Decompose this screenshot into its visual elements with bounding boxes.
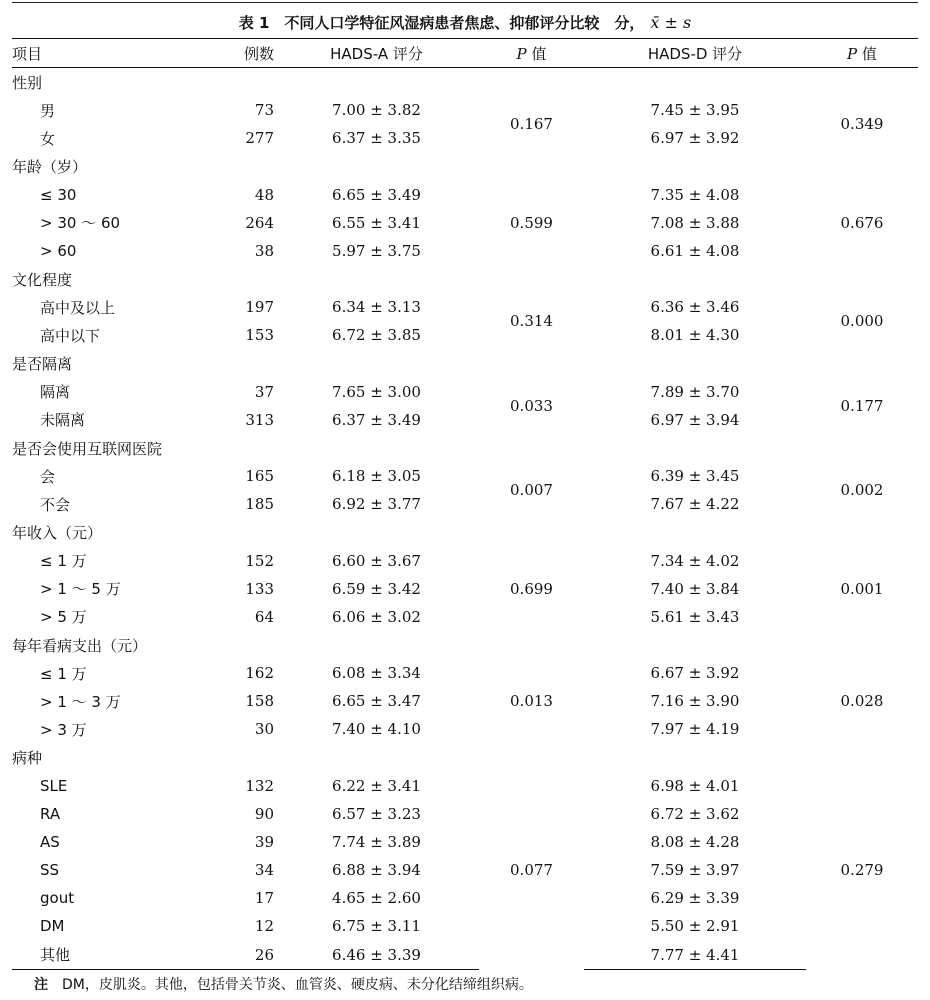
table-row <box>12 575 918 603</box>
row-name: > 5 万 <box>40 608 87 627</box>
header-item: 项目 <box>12 44 43 63</box>
row-hads-a: 6.46 ± 3.39 <box>274 941 479 970</box>
row-name: RA <box>40 804 61 823</box>
table-row <box>12 912 918 940</box>
row-count: 34 <box>254 861 274 880</box>
p-value-a: 0.167 <box>510 115 553 134</box>
table-caption <box>0 12 930 33</box>
row-hads-d: 7.59 ± 3.97 <box>650 861 740 880</box>
p-value-a: 0.599 <box>510 213 553 232</box>
header-n: 例数 <box>243 44 274 63</box>
row-hads-a: 6.22 ± 3.41 <box>332 776 421 795</box>
row-hads-a: 7.00 ± 3.82 <box>332 101 421 120</box>
row-hads-d: 5.61 ± 3.43 <box>650 607 740 626</box>
caption-stat: x̄ ± s <box>650 13 692 32</box>
header-hads-d: HADS-D 评分 <box>647 44 743 63</box>
table-row <box>12 181 918 209</box>
row-count: 64 <box>254 607 274 626</box>
row-name: ≤ 1 万 <box>40 552 87 571</box>
p-value-a: 0.033 <box>510 396 553 415</box>
row-name: ≤ 30 <box>40 185 77 204</box>
p-value-d: 0.001 <box>840 579 884 598</box>
row-hads-d: 7.34 ± 4.02 <box>650 551 740 570</box>
note-text: DM，皮肌炎。其他，包括骨关节炎、血管炎、硬皮病、未分化结缔组织病。 <box>62 977 533 993</box>
row-count: 39 <box>254 833 274 851</box>
row-hads-a: 6.34 ± 3.13 <box>332 298 421 317</box>
table-row <box>12 547 918 575</box>
row-count: 38 <box>254 242 274 261</box>
row-name: > 30 ～ 60 <box>40 214 121 233</box>
header-p-a <box>479 39 584 68</box>
row-name: 其他 <box>12 941 212 970</box>
table-row <box>12 96 918 124</box>
row-hads-a: 6.92 ± 3.77 <box>332 495 421 514</box>
table-row <box>12 856 918 884</box>
row-hads-d: 7.67 ± 4.22 <box>650 495 740 514</box>
row-count: 133 <box>245 579 274 598</box>
p-value-a: 0.314 <box>510 312 553 331</box>
row-hads-a: 6.08 ± 3.34 <box>332 664 421 683</box>
table-row <box>12 237 918 265</box>
row-count: 12 <box>254 917 274 936</box>
row-name: > 60 <box>40 242 77 261</box>
group-label: 文化程度 <box>12 270 73 289</box>
row-hads-d: 6.39 ± 3.45 <box>650 467 740 486</box>
data-table <box>12 38 918 970</box>
row-name: AS <box>40 833 60 851</box>
table-row <box>12 772 918 800</box>
row-count: 264 <box>245 213 274 232</box>
p-value-d: 0.177 <box>840 396 884 415</box>
header-row <box>12 39 918 68</box>
row-hads-a: 6.65 ± 3.47 <box>332 692 421 711</box>
caption-title: 表 1 不同人口学特征风湿病患者焦虑、抑郁评分比较 分， <box>238 14 645 32</box>
header-p-d-symbol: P <box>847 44 858 63</box>
row-count: 197 <box>245 298 274 317</box>
row-hads-d: 7.40 ± 3.84 <box>650 579 740 598</box>
group-row <box>12 434 918 462</box>
table-row <box>12 462 918 490</box>
row-name: SS <box>40 861 60 880</box>
table-row <box>12 209 918 237</box>
header-hads-a: HADS-A 评分 <box>330 44 423 63</box>
row-name: SLE <box>40 776 68 795</box>
row-hads-d: 7.45 ± 3.95 <box>650 101 740 120</box>
row-count: 185 <box>245 495 274 514</box>
row-count: 37 <box>254 382 274 401</box>
table-row <box>12 378 918 406</box>
row-name: > 1 ～ 3 万 <box>40 692 121 711</box>
row-hads-a: 6.55 ± 3.41 <box>332 213 421 232</box>
table-row <box>12 124 918 152</box>
row-hads-a: 6.75 ± 3.11 <box>332 917 421 936</box>
row-name: 女 <box>40 129 56 148</box>
p-value-d: 0.279 <box>840 861 884 880</box>
table-row <box>12 941 918 970</box>
header-p-d <box>806 39 918 68</box>
group-row <box>12 631 918 659</box>
row-name: 会 <box>40 467 56 486</box>
row-hads-d: 6.98 ± 4.01 <box>650 776 740 795</box>
row-count: 132 <box>245 776 274 795</box>
row-hads-a: 7.65 ± 3.00 <box>332 382 421 401</box>
row-hads-d: 7.08 ± 3.88 <box>650 213 740 232</box>
row-hads-d: 6.97 ± 3.92 <box>650 129 740 148</box>
row-hads-a: 6.37 ± 3.49 <box>332 410 421 429</box>
header-p-d-label: 值 <box>861 44 877 63</box>
group-row <box>12 153 918 181</box>
row-hads-d: 6.61 ± 4.08 <box>650 242 740 261</box>
row-count: 17 <box>254 889 274 908</box>
row-hads-a: 7.40 ± 4.10 <box>332 720 421 739</box>
row-hads-a: 4.65 ± 2.60 <box>332 889 421 908</box>
table-row <box>12 293 918 321</box>
row-hads-a: 5.97 ± 3.75 <box>332 242 421 261</box>
table-row <box>12 603 918 631</box>
table-row <box>12 828 918 856</box>
row-count: 158 <box>245 692 274 711</box>
row-name: 未隔离 <box>40 411 86 430</box>
row-name: 高中及以上 <box>40 298 116 317</box>
table-note <box>34 974 533 994</box>
row-name: 隔离 <box>40 383 71 402</box>
table-row <box>12 715 918 743</box>
row-hads-a: 7.74 ± 3.89 <box>332 833 421 851</box>
header-p-a-symbol: P <box>516 44 527 63</box>
row-count: 30 <box>254 720 274 739</box>
row-name: > 1 ～ 5 万 <box>40 580 121 599</box>
row-hads-d: 7.16 ± 3.90 <box>650 692 740 711</box>
row-name: 不会 <box>40 495 71 514</box>
p-value-d: 0.676 <box>840 213 884 232</box>
row-name: gout <box>40 889 75 908</box>
p-value-a: 0.699 <box>510 579 553 598</box>
group-label: 病种 <box>12 749 43 768</box>
table-row <box>12 884 918 912</box>
table-row <box>12 687 918 715</box>
row-hads-a: 6.59 ± 3.42 <box>332 579 421 598</box>
table-row <box>12 321 918 349</box>
row-count: 277 <box>245 129 274 148</box>
row-hads-d: 8.08 ± 4.28 <box>650 833 740 851</box>
row-hads-d: 6.97 ± 3.94 <box>650 410 740 429</box>
row-count: 313 <box>245 410 274 429</box>
row-count: 90 <box>254 804 274 823</box>
group-row <box>12 744 918 772</box>
p-value-d: 0.028 <box>840 692 884 711</box>
group-label: 年收入（元） <box>12 523 103 542</box>
row-hads-a: 6.37 ± 3.35 <box>332 129 421 148</box>
row-hads-d: 6.72 ± 3.62 <box>650 804 740 823</box>
group-label: 年龄（岁） <box>12 158 88 177</box>
row-name: > 3 万 <box>40 720 87 739</box>
row-name: ≤ 1 万 <box>40 664 87 683</box>
table-row <box>12 490 918 518</box>
row-hads-a: 6.72 ± 3.85 <box>332 326 421 345</box>
row-count: 26 <box>212 941 274 970</box>
p-value-a: 0.077 <box>510 861 553 880</box>
group-label: 每年看病支出（元） <box>12 636 148 655</box>
note-label: 注 <box>34 977 48 993</box>
row-hads-d: 7.35 ± 4.08 <box>650 185 740 204</box>
row-hads-d: 6.29 ± 3.39 <box>650 889 740 908</box>
row-name: 男 <box>40 101 56 120</box>
row-hads-a: 6.88 ± 3.94 <box>332 861 421 880</box>
p-value-d: 0.000 <box>840 312 884 331</box>
p-value-d: 0.002 <box>840 481 884 500</box>
row-name: DM <box>40 917 65 936</box>
p-value-d: 0.349 <box>840 115 884 134</box>
table-row <box>12 659 918 687</box>
table-row <box>12 406 918 434</box>
row-hads-a: 6.06 ± 3.02 <box>332 607 421 626</box>
row-hads-d: 7.77 ± 4.41 <box>584 941 806 970</box>
row-count: 165 <box>245 467 274 486</box>
row-hads-d: 6.67 ± 3.92 <box>650 664 740 683</box>
group-label: 是否会使用互联网医院 <box>12 439 163 458</box>
group-row <box>12 68 918 97</box>
row-hads-d: 5.50 ± 2.91 <box>650 917 740 936</box>
row-count: 162 <box>245 664 274 683</box>
row-count: 152 <box>245 551 274 570</box>
table-body <box>12 68 918 970</box>
row-hads-a: 6.57 ± 3.23 <box>332 804 421 823</box>
row-hads-d: 7.89 ± 3.70 <box>650 382 740 401</box>
row-hads-a: 6.18 ± 3.05 <box>332 467 421 486</box>
row-hads-a: 6.65 ± 3.49 <box>332 185 421 204</box>
top-rule <box>12 2 918 3</box>
group-row <box>12 265 918 293</box>
group-row <box>12 350 918 378</box>
group-row <box>12 518 918 546</box>
row-name: 高中以下 <box>40 326 101 345</box>
table-row <box>12 800 918 828</box>
row-count: 153 <box>245 326 274 345</box>
row-hads-a: 6.60 ± 3.67 <box>332 551 421 570</box>
group-label: 性别 <box>12 73 43 92</box>
row-count: 73 <box>254 101 274 120</box>
row-count: 48 <box>254 185 274 204</box>
header-p-a-label: 值 <box>531 44 547 63</box>
group-label: 是否隔离 <box>12 355 73 374</box>
p-value-a: 0.013 <box>510 692 553 711</box>
row-hads-d: 6.36 ± 3.46 <box>650 298 740 317</box>
p-value-a: 0.007 <box>510 481 553 500</box>
row-hads-d: 7.97 ± 4.19 <box>650 720 740 739</box>
row-hads-d: 8.01 ± 4.30 <box>650 326 740 345</box>
